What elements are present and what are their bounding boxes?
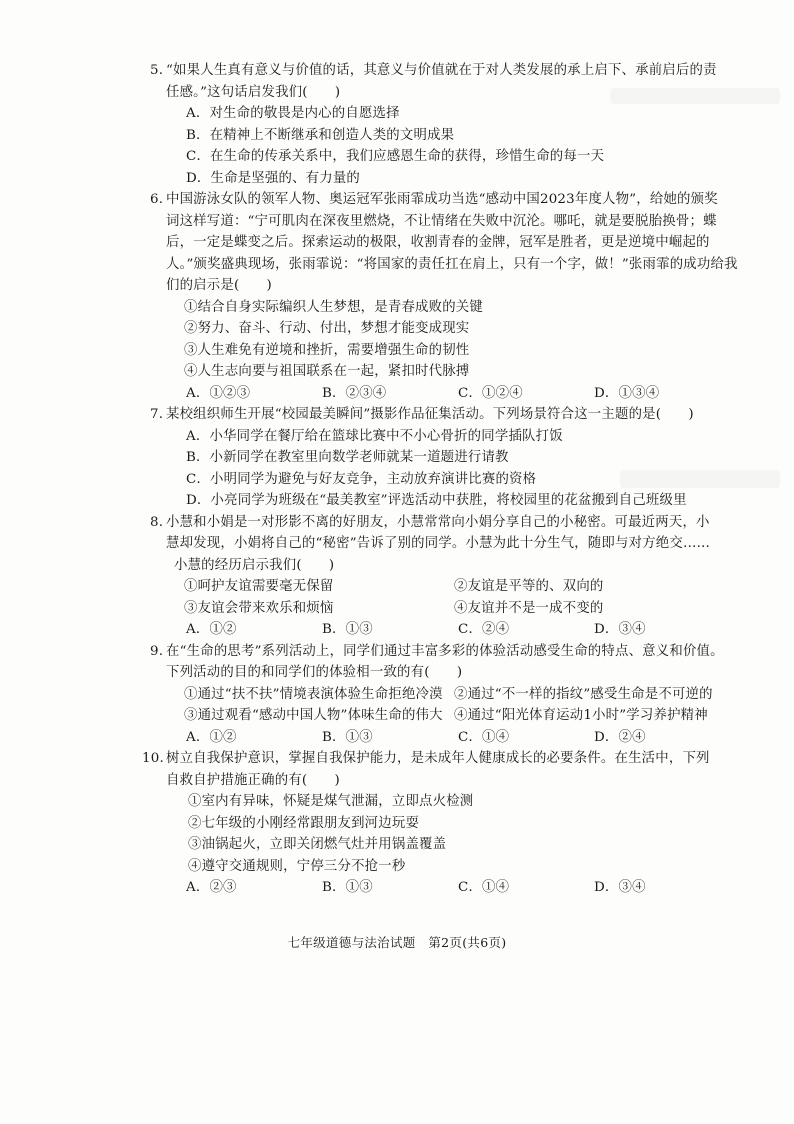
question-stem: 在“生命的思考”系列活动上，同学们通过丰富多彩的体验活动感受生命的特点、意义和价值。 <box>166 643 724 659</box>
statement-row <box>166 684 786 706</box>
statement-1: ①呵护友谊需要毫无保留 <box>184 579 334 594</box>
question-number: 7. <box>150 407 164 422</box>
statement-row <box>166 705 786 727</box>
choice-b: B．①③ <box>322 880 373 895</box>
statement-4: ④友谊并不是一成不变的 <box>454 600 604 616</box>
question-stem: 小慧的经历启示我们( ) <box>174 557 335 573</box>
statement-2: ②努力、奋斗、行动、付出，梦想才能变成现实 <box>184 321 470 336</box>
statement-4: ④遵守交通规则，宁停三分不抢一秒 <box>188 858 406 874</box>
question-number: 6. <box>150 192 164 207</box>
statement-3: ③通过观看“感动中国人物”体味生命的伟大 <box>184 708 443 723</box>
question-7 <box>150 404 786 512</box>
choice-d: D．①③④ <box>594 385 660 401</box>
statement-1: ①通过“扶不扶”情境表演体验生命拒绝冷漠 <box>184 686 443 702</box>
choice-b: B．①③ <box>322 729 373 745</box>
question-8 <box>150 512 786 641</box>
question-stem: 人。”颁奖盛典现场，张雨霏说：“将国家的责任扛在肩上，只有一个字，做！”张雨霏的成功给我 <box>166 256 738 272</box>
choice-a: A．①②③ <box>186 385 251 401</box>
statement-4: ④通过“阳光体育运动1小时”学习养护精神 <box>454 708 708 723</box>
question-number: 5. <box>150 63 164 78</box>
answer-choices <box>166 383 786 405</box>
choice-d: D．③④ <box>594 880 646 895</box>
question-number: 10. <box>142 751 164 766</box>
question-stem: 自救自护措施正确的有( ) <box>166 772 340 788</box>
choice-c: C．②④ <box>458 622 510 637</box>
option-d: D．小亮同学为班级在“最美教室”评选活动中获胜，将校园里的花盆搬到自己班级里 <box>186 493 687 508</box>
statement-2: ②友谊是平等的、双向的 <box>454 579 604 594</box>
statement-1: ①结合自身实际编织人生梦想，是青春成败的关键 <box>184 299 483 315</box>
option-a: A．小华同学在餐厅给在篮球比赛中不小心骨折的同学插队打饭 <box>186 428 563 444</box>
question-stem: 后，一定是蝶变之后。探索运动的极限，收割青春的金牌，冠军是胜者，更是逆境中崛起的 <box>166 235 710 250</box>
option-b: B．在精神上不断继承和创造人类的文明成果 <box>186 127 455 143</box>
statement-2: ②通过“不一样的指纹”感受生命是不可逆的 <box>454 686 713 702</box>
statement-4: ④人生志向要与祖国联系在一起，紧扣时代脉搏 <box>184 364 470 379</box>
questions-area <box>142 60 786 899</box>
question-number: 9. <box>150 643 164 659</box>
choice-a: A．②③ <box>186 880 237 895</box>
question-number: 8. <box>150 514 164 530</box>
question-9 <box>150 641 786 749</box>
choice-b: B．①③ <box>322 622 373 637</box>
question-stem: 任感。”这句话启发我们( ) <box>166 84 341 100</box>
page-footer: 七年级道德与法治试题 第2页(共6页) <box>287 935 507 950</box>
choice-d: D．③④ <box>594 622 646 637</box>
option-c: C．小明同学为避免与好友竞争，主动放弃演讲比赛的资格 <box>186 471 537 487</box>
answer-choices <box>166 619 786 641</box>
statement-row <box>166 576 786 598</box>
question-stem: 树立自我保护意识，掌握自我保护能力，是未成年人健康成长的必要条件。在生活中，下列 <box>166 751 710 766</box>
answer-choices <box>166 877 786 899</box>
choice-c: C．①②④ <box>458 385 523 401</box>
option-a: A．对生命的敬畏是内心的自愿选择 <box>186 106 400 121</box>
question-stem: 某校组织师生开展“校园最美瞬间”摄影作品征集活动。下列场景符合这一主题的是( ) <box>166 407 694 422</box>
question-stem: 下列活动的目的和同学们的体验相一致的有( ) <box>166 665 463 680</box>
option-d: D．生命是坚强的、有力量的 <box>186 170 361 186</box>
statement-1: ①室内有异味，怀疑是煤气泄漏，立即点火检测 <box>188 794 474 809</box>
choice-c: C．①④ <box>458 880 510 895</box>
choice-c: C．①④ <box>458 729 510 745</box>
question-stem: 中国游泳女队的领军人物、奥运冠军张雨霏成功当选“感动中国2023年度人物”，给她的颁奖 <box>166 192 718 207</box>
question-10 <box>142 748 786 899</box>
statement-2: ②七年级的小刚经常跟朋友到河边玩耍 <box>188 815 420 831</box>
statement-3: ③人生难免有逆境和挫折，需要增强生命的韧性 <box>184 342 470 358</box>
statement-row <box>166 598 786 620</box>
question-stem: 词这样写道：“宁可肌肉在深夜里燃烧，不让情绪在失败中沉沦。哪吒，就是要脱胎换骨；蝶 <box>166 213 717 229</box>
choice-d: D．②④ <box>594 729 646 745</box>
statement-3: ③油锅起火，立即关闭燃气灶并用锅盖覆盖 <box>188 837 447 852</box>
option-c: C．在生命的传承关系中，我们应感恩生命的获得，珍惜生命的每一天 <box>186 149 605 164</box>
option-b: B．小新同学在教室里向数学老师就某一道题进行请教 <box>186 450 509 465</box>
question-6 <box>150 189 786 404</box>
choice-b: B．②③④ <box>322 385 387 401</box>
question-stem: 小慧和小娟是一对形影不离的好朋友，小慧常常向小娟分享自己的小秘密。可最近两天，小 <box>166 514 710 530</box>
choice-a: A．①② <box>186 622 237 637</box>
question-stem: “如果人生真有意义与价值的话，其意义与价值就在于对人类发展的承上启下、承前启后的责 <box>166 63 717 78</box>
statement-3: ③友谊会带来欢乐和烦恼 <box>184 600 334 616</box>
question-stem: 慧却发现，小娟将自己的“秘密”告诉了别的同学。小慧为此十分生气，随即与对方绝交…… <box>166 536 711 551</box>
choice-a: A．①② <box>186 729 237 745</box>
answer-choices <box>166 727 786 749</box>
question-stem: 们的启示是( ) <box>166 278 272 293</box>
question-5 <box>150 60 786 189</box>
